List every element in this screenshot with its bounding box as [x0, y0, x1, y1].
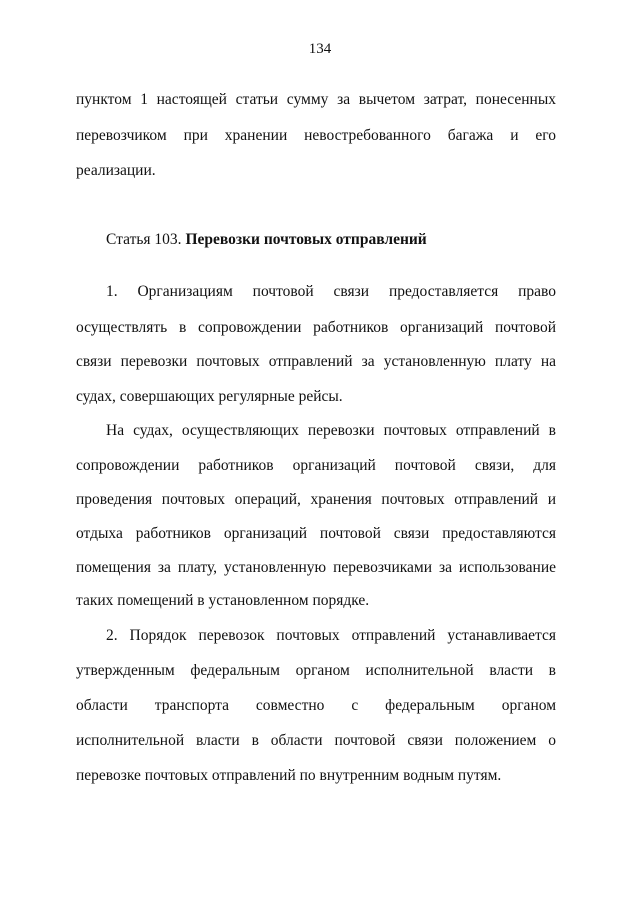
paragraph-3-line: области транспорта совместно с федеральным органом	[76, 697, 556, 714]
paragraph-3-line: утвержденным федеральным органом исполнительной власти в	[76, 662, 556, 679]
article-label: Статья 103.	[106, 231, 182, 248]
paragraph-3-line: 2. Порядок перевозок почтовых отправлений устанавливается	[106, 627, 556, 644]
paragraph-1-line: связи перевозки почтовых отправлений за установленную плату на	[76, 353, 556, 370]
article-title: Перевозки почтовых отправлений	[185, 231, 427, 248]
paragraph-3-line: исполнительной власти в области почтовой связи положением о	[76, 732, 556, 749]
paragraph-2-line: На судах, осуществляющих перевозки почтовых отправлений в	[106, 422, 556, 439]
paragraph-1-line: 1. Организациям почтовой связи предоставляется право	[106, 283, 556, 300]
paragraph-2-line: проведения почтовых операций, хранения почтовых отправлений и	[76, 491, 556, 508]
text-line: перевозчиком при хранении невостребованного багажа и его	[76, 127, 556, 144]
paragraph-2-line: сопровождении работников организаций почтовой связи, для	[76, 457, 556, 474]
paragraph-2-line: таких помещений в установленном порядке.	[76, 592, 370, 609]
paragraph-3-line: перевозке почтовых отправлений по внутренним водным путям.	[76, 767, 502, 784]
paragraph-2-line: помещения за плату, установленную перевозчиками за использование	[76, 559, 556, 576]
text-line: пунктом 1 настоящей статьи сумму за вычетом затрат, понесенных	[76, 91, 556, 108]
paragraph-2-line: отдыха работников организаций почтовой связи предоставляются	[76, 525, 556, 542]
page-number: 134	[308, 41, 332, 57]
text-line: реализации.	[76, 162, 156, 179]
paragraph-1-line: судах, совершающих регулярные рейсы.	[76, 388, 343, 405]
paragraph-1-line: осуществлять в сопровождении работников организаций почтовой	[76, 319, 556, 336]
article-heading	[106, 230, 427, 250]
